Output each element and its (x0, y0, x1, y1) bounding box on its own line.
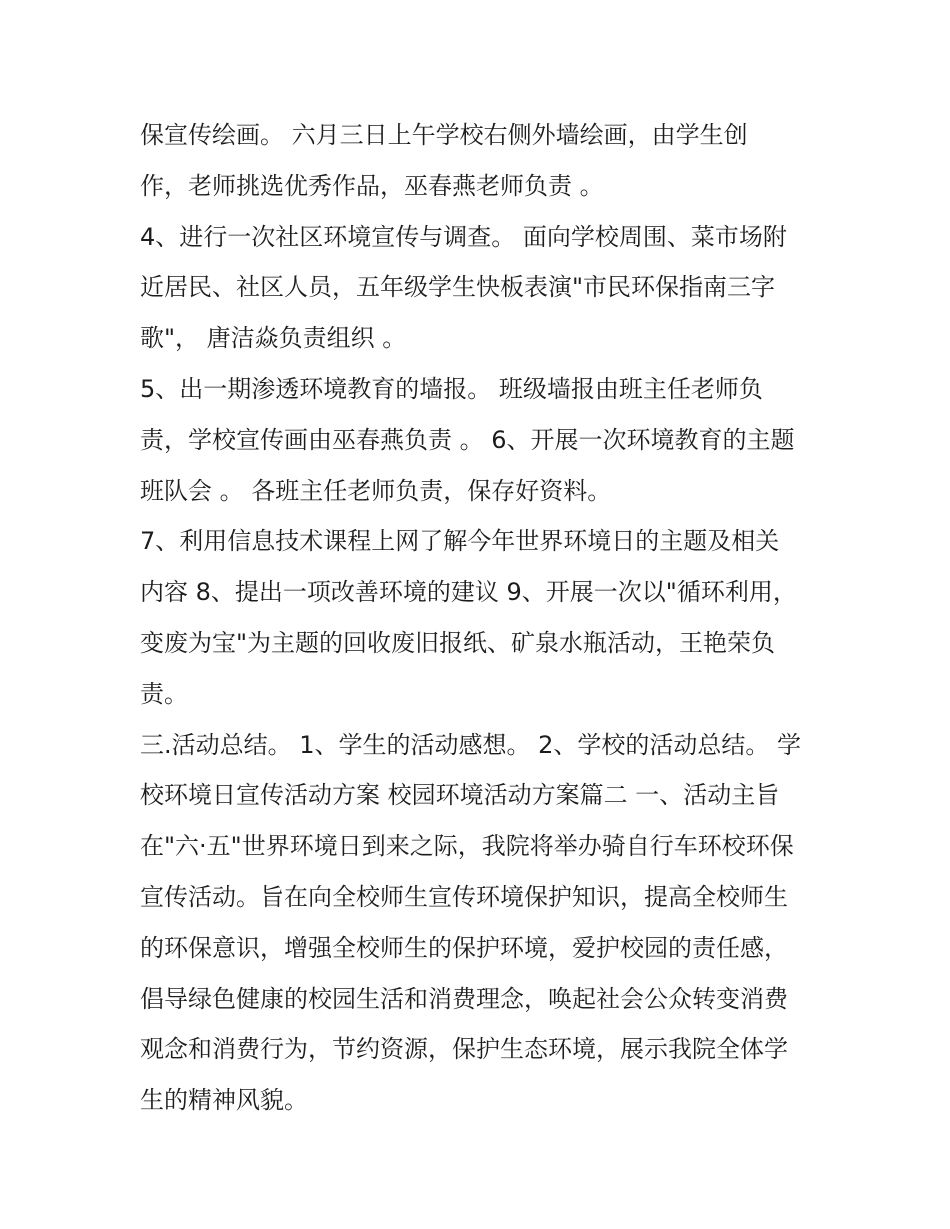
text-line: 4、进行一次社区环境宣传与调查。 面向学校周围、菜市场附 (140, 222, 787, 251)
text-line: 保宣传绘画。 六月三日上午学校右侧外墙绘画，由学生创 (140, 121, 748, 149)
text-line: 班队会 。 各班主任老师负责，保存好资料。 (140, 476, 612, 505)
text-line: 5、出一期渗透环境教育的墙报。 班级墙报由班主任老师负 (140, 374, 763, 403)
document-body (140, 110, 820, 1126)
text-line: 倡导绿色健康的校园生活和消费理念，唤起社会公众转变消费 (140, 984, 788, 1013)
text-line: 宣传活动。旨在向全校师生宣传环境保护知识，提高全校师生 (140, 882, 788, 911)
text-line: 三.活动总结。 1、学生的活动感想。 2、学校的活动总结。 学 (140, 730, 802, 759)
text-line: 内容 8、提出一项改善环境的建议 9、开展一次以"循环利用， (140, 578, 797, 607)
text-line: 校环境日宣传活动方案 校园环境活动方案篇二 一、活动主旨 (140, 781, 780, 810)
text-line: 观念和消费行为，节约资源，保护生态环境，展示我院全体学 (140, 1035, 788, 1064)
text-line: 责，学校宣传画由巫春燕负责 。 6、开展一次环境教育的主题 (140, 425, 795, 454)
text-line: 在"六·五"世界环境日到来之际，我院将举办骑自行车环校环保 (140, 832, 794, 861)
text-line: 生的精神风貌。 (140, 1086, 308, 1115)
text-line: 的环保意识，增强全校师生的保护环境，爱护校园的责任感， (140, 933, 788, 962)
text-line: 7、利用信息技术课程上网了解今年世界环境日的主题及相关 (140, 527, 780, 556)
text-line: 变废为宝"为主题的回收废旧报纸、矿泉水瓶活动，王艳荣负 (140, 628, 776, 657)
text-line: 作，老师挑选优秀作品，巫春燕老师负责 。 (140, 171, 604, 200)
text-line: 歌"， 唐洁焱负责组织 。 (140, 324, 407, 353)
text-line: 责。 (140, 679, 188, 708)
text-line: 近居民、社区人员，五年级学生快板表演"市民环保指南三字 (140, 273, 776, 302)
